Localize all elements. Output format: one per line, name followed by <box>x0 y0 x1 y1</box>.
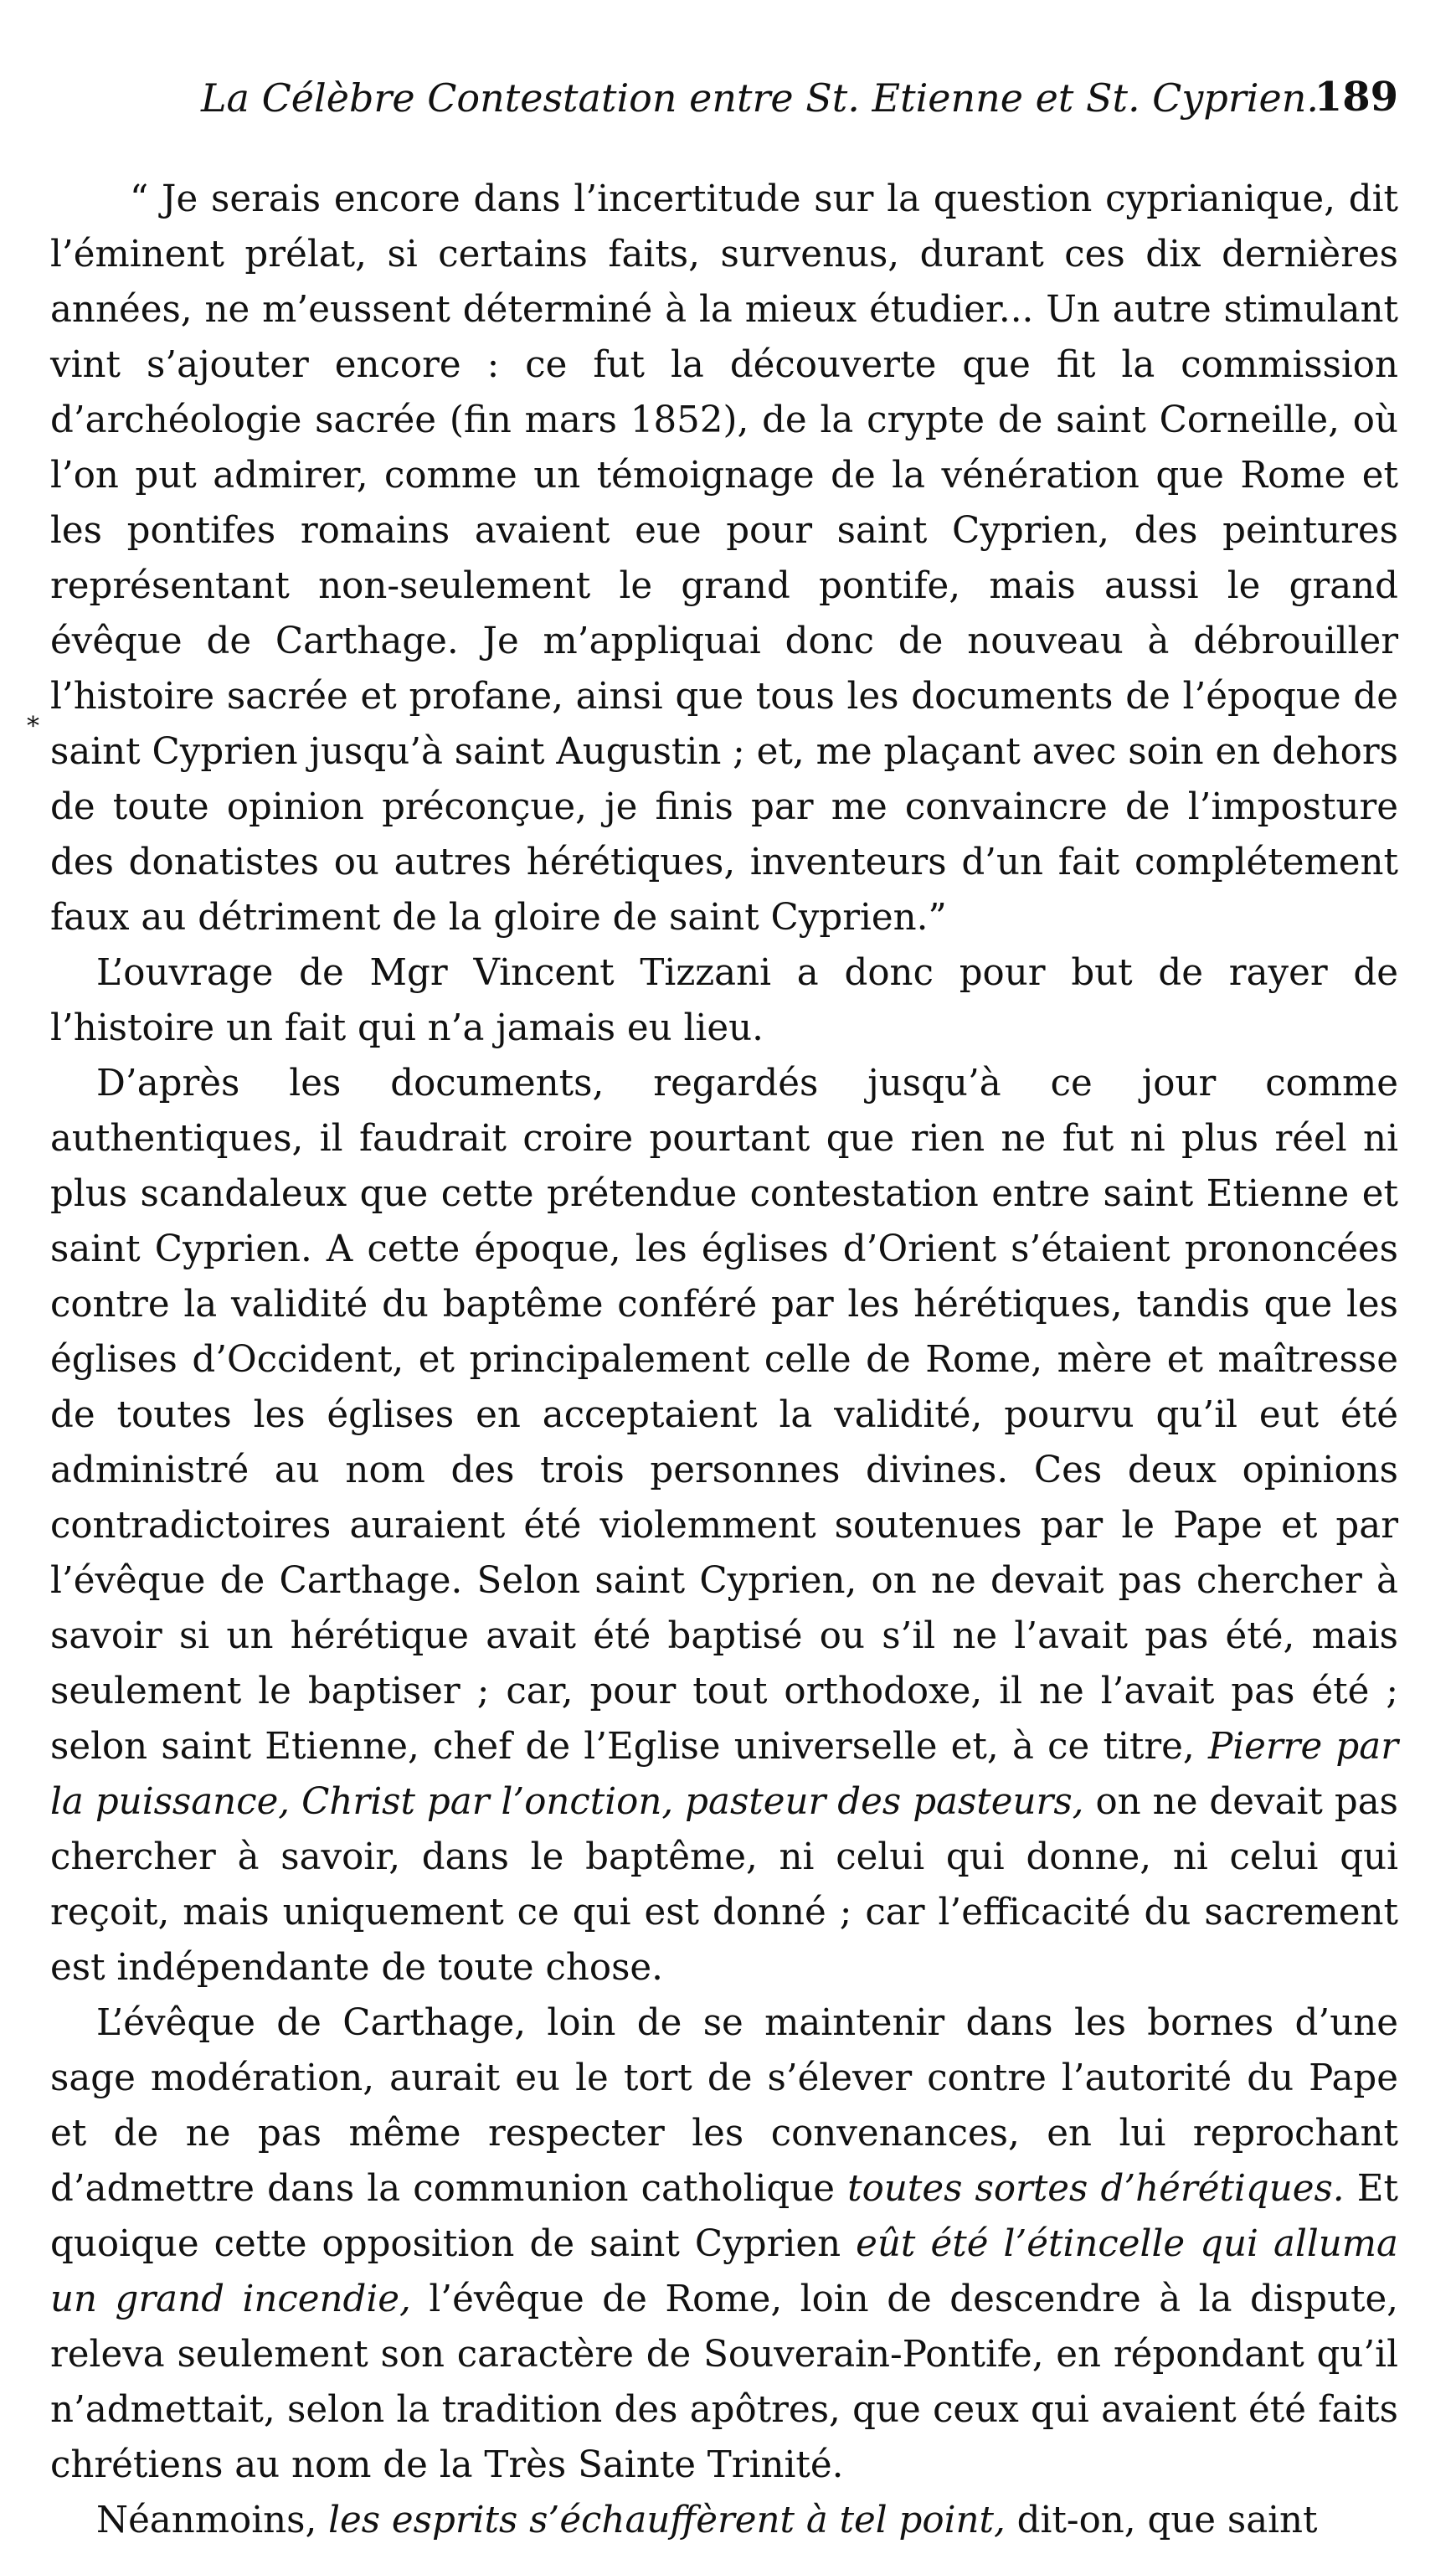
paragraph-4-text-1: L’évêque de Carthage, loin de se maintenir dans les bornes d’une sage modération, aurait eu le tort de s’élever contre l’autorité du Pape et de ne pas même respecter les convenances, en lui reprochant d’admettre dans la communion catholique <box>50 2002 1398 2210</box>
running-head <box>50 59 1398 134</box>
running-head-title: La Célèbre Contestation entre St. Etienne et St. Cyprien. <box>201 75 1319 121</box>
paragraph-5 <box>50 2493 1398 2548</box>
paragraph-3-text-2: on ne devait pas chercher à savoir, dans le baptême, ni celui qui donne, ni celui qui reçoit, mais uniquement ce qui est donné ; car l’efficacité du sacrement est indépendante de toute chose. <box>50 1781 1398 1989</box>
paragraph-3-text-1: D’après les documents, regardés jusqu’à ce jour comme authentiques, il faudrait croire pourtant que rien ne fut ni plus réel ni plus scandaleux que cette prétendue contestation entre saint Etienne et saint Cyprien. A cette époque, les églises d’Orient s’étaient prononcées contre la validité du baptême conféré par les hérétiques, tandis que les églises d’Occident, et principalement celle de Rome, mère et maîtresse de toutes les églises en acceptaient la validité, pourvu qu’il eut été administré au nom des trois personnes divines. Ces deux opinions contradictoires auraient été violemment soutenues par le Pape et par l’évêque de Carthage. Selon saint Cyprien, on ne devait pas chercher à savoir si un hérétique avait été baptisé ou s’il ne l’avait pas été, mais seulement le baptiser ; car, pour tout orthodoxe, il ne l’avait pas été ; selon saint Etienne, chef de l’Eglise universelle et, à ce titre, <box>50 1063 1398 1768</box>
paragraph-2: L’ouvrage de Mgr Vincent Tizzani a donc pour but de rayer de l’histoire un fait qui n’a jamais eu lieu. <box>50 952 1398 1049</box>
body-text <box>27 172 1399 2548</box>
paragraph-3-italic-1: Pierre par la puissance, Christ par l’onction, pasteur des pasteurs, <box>50 1726 1398 1823</box>
paragraph-4-text-2: Et quoique cette opposition de saint Cyprien <box>50 2168 1398 2265</box>
paragraph-quote: “ Je serais encore dans l’incertitude sur la question cyprianique, dit l’éminent prélat, si certains faits, survenus, durant ces dix dernières années, ne m’eussent déterminé à la mieux étudier... Un autre stimulant vint s’ajouter encore : ce fut la découverte que fit la commission d’archéologie sacrée (fin mars 1852), de la crypte de saint Corneille, où l’on put admirer, comme un témoignage de la vénération que Rome et les pontifes romains avaient eue pour saint Cyprien, des peintures représentant non-seulement le grand pontife, mais aussi le grand évêque de Carthage. Je m’appliquai donc de nouveau à débrouiller l’histoire sacrée et profane, ainsi que tous les documents de l’époque de saint Cyprien jusqu’à saint Augustin ; et, me plaçant avec soin en dehors de toute opinion préconçue, je finis par me convaincre de l’imposture des donatistes ou autres hérétiques, inventeurs d’un fait complétement faux au détriment de la gloire de saint Cyprien.” <box>50 178 1398 939</box>
paragraph-5-italic-1: les esprits s’échauffèrent à tel point, <box>328 2500 1006 2541</box>
paragraph-4-italic-1: toutes sortes d’hérétiques. <box>847 2168 1345 2210</box>
paragraph-4 <box>50 1995 1398 2493</box>
margin-mark: * <box>27 712 39 741</box>
paragraph-5-text-1: Néanmoins, <box>96 2500 317 2541</box>
paragraph-3 <box>50 1056 1398 1995</box>
page-number: 189 <box>1314 74 1398 121</box>
paragraph-4-italic-2: eût été l’étincelle qui alluma un grand incendie, <box>50 2223 1398 2320</box>
paragraph-4-text-3: l’évêque de Rome, loin de descendre à la dispute, releva seulement son caractère de Souverain-Pontife, en répondant qu’il n’admettait, selon la tradition des apôtres, que ceux qui avaient été faits chrétiens au nom de la Très Sainte Trinité. <box>50 2278 1399 2486</box>
book-page <box>27 59 1399 2541</box>
paragraph-5-text-2: dit-on, que saint <box>1016 2500 1318 2541</box>
